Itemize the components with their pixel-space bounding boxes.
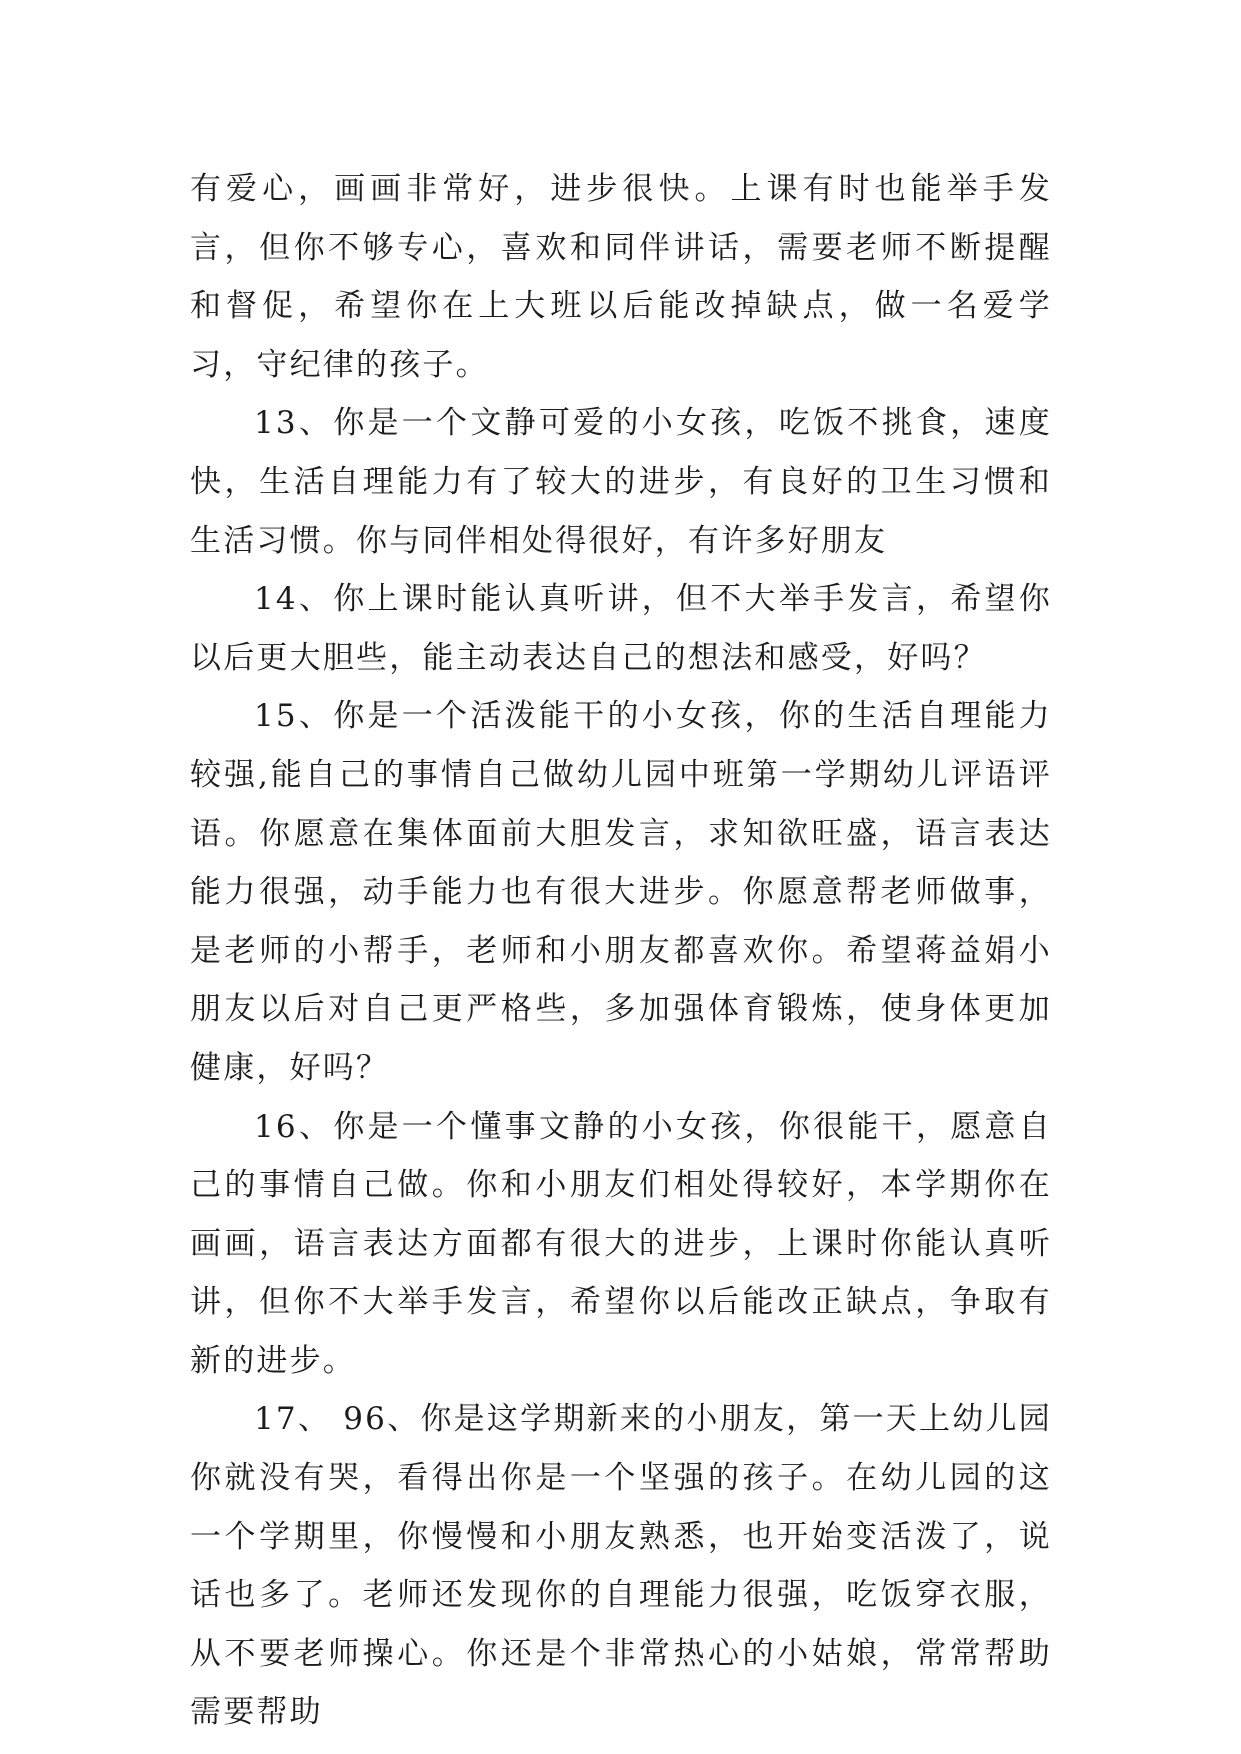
- paragraph-continuation: 有爱心，画画非常好，进步很快。上课有时也能举手发言，但你不够专心，喜欢和同伴讲话，需要老师不断提醒和督促，希望你在上大班以后能改掉缺点，做一名爱学习，守纪律的孩子。: [190, 171, 1052, 383]
- paragraph-16: 16、你是一个懂事文静的小女孩，你很能干，愿意自己的事情自己做。你和小朋友们相处得较好，本学期你在画画，语言表达方面都有很大的进步，上课时你能认真听讲，但你不大举手发言，希望你以后能改正缺点，争取有新的进步。: [190, 1108, 1052, 1379]
- paragraph-13: 13、你是一个文静可爱的小女孩，吃饭不挑食，速度快，生活自理能力有了较大的进步，有良好的卫生习惯和生活习惯。你与同伴相处得很好，有许多好朋友: [190, 405, 1052, 559]
- paragraph-17: 17、 96、你是这学期新来的小朋友，第一天上幼儿园你就没有哭，看得出你是一个坚强的孩子。在幼儿园的这一个学期里，你慢慢和小朋友熟悉，也开始变活泼了，说话也多了。老师还发现你的自理能力很强，吃饭穿衣服，从不要老师操心。你还是个非常热心的小姑娘，常常帮助需要帮助: [190, 1401, 1052, 1731]
- paragraph-15: 15、你是一个活泼能干的小女孩，你的生活自理能力较强,能自己的事情自己做幼儿园中班第一学期幼儿评语评语。你愿意在集体面前大胆发言，求知欲旺盛，语言表达能力很强，动手能力也有很大进步。你愿意帮老师做事，是老师的小帮手，老师和小朋友都喜欢你。希望蒋益娟小朋友以后对自己更严格些，多加强体育锻炼，使身体更加健康，好吗？: [190, 698, 1052, 1086]
- paragraph-14: 14、你上课时能认真听讲，但不大举手发言，希望你以后更大胆些，能主动表达自己的想法和感受，好吗？: [190, 581, 1052, 676]
- document-body: [190, 160, 1052, 1742]
